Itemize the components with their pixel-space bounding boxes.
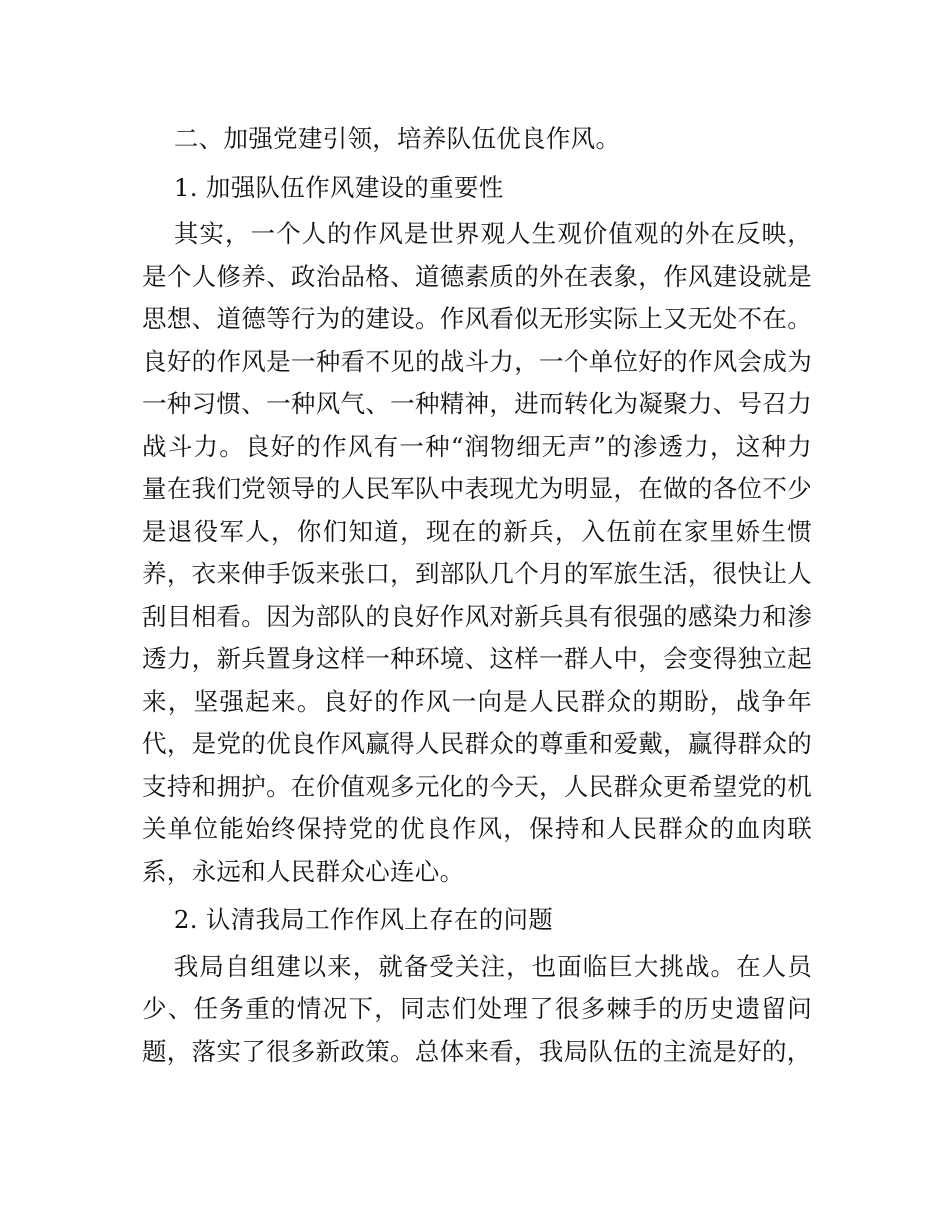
section-heading: 二、加强党建引领，培养队伍优良作风。 <box>173 124 621 153</box>
document-body <box>142 118 812 1079</box>
subheading-problems: 2. 认清我局工作作风上存在的问题 <box>173 905 554 934</box>
paragraph-importance: 其实，一个人的作风是世界观人生观价值观的外在反映，是个人修养、政治品格、道德素质的外在表象，作风建设就是思想、道德等行为的建设。作风看似无形实际上又无处不在。良好的作风是一种看不见的战斗力，一个单位好的作风会成为一种习惯、一种风气、一种精神，进而转化为凝聚力、号召力战斗力。良好的作风有一种“润物细无声”的渗透力，这种力量在我们党领导的人民军队中表现尤为明显，在做的各位不少是退役军人，你们知道，现在的新兵，入伍前在家里娇生惯养，衣来伸手饭来张口，到部队几个月的军旅生活，很快让人刮目相看。因为部队的良好作风对新兵具有很强的感染力和渗透力，新兵置身这样一种环境、这样一群人中，会变得独立起来，坚强起来。良好的作风一向是人民群众的期盼，战争年代，是党的优良作风赢得人民群众的尊重和爱戴，赢得群众的支持和拥护。在价值观多元化的今天，人民群众更希望党的机关单位能始终保持党的优良作风，保持和人民群众的血肉联系，永远和人民群众心连心。 <box>142 219 812 886</box>
paragraph-problems: 我局自组建以来，就备受关注，也面临巨大挑战。在人员少、任务重的情况下，同志们处理了很多棘手的历史遗留问题，落实了很多新政策。总体来看，我局队伍的主流是好的， <box>142 951 812 1066</box>
subheading-importance: 1. 加强队伍作风建设的重要性 <box>173 172 504 202</box>
